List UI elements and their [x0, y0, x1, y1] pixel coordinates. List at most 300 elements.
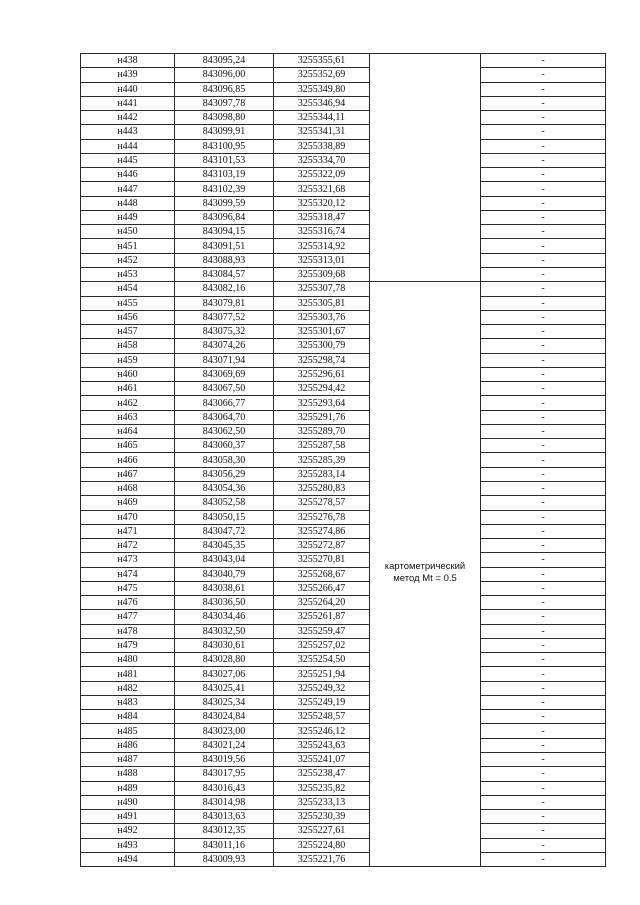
point-id-cell: н467: [81, 467, 175, 481]
precision-cell: -: [481, 153, 606, 167]
precision-cell: -: [481, 139, 606, 153]
table-row: [81, 510, 606, 524]
y-coordinate-cell: 3255320,12: [274, 196, 370, 210]
precision-cell: -: [481, 353, 606, 367]
precision-cell: -: [481, 553, 606, 567]
table-row: [81, 68, 606, 82]
point-id-cell: н448: [81, 196, 175, 210]
method-cell: [370, 681, 481, 695]
precision-cell: -: [481, 111, 606, 125]
precision-cell: -: [481, 824, 606, 838]
point-id-cell: н438: [81, 54, 175, 68]
y-coordinate-cell: 3255289,70: [274, 424, 370, 438]
point-id-cell: н474: [81, 567, 175, 581]
precision-cell: -: [481, 567, 606, 581]
precision-cell: -: [481, 382, 606, 396]
x-coordinate-cell: 843091,51: [175, 239, 274, 253]
table-row: [81, 54, 606, 68]
precision-cell: -: [481, 581, 606, 595]
point-id-cell: н485: [81, 724, 175, 738]
table-row: [81, 153, 606, 167]
y-coordinate-cell: 3255235,82: [274, 781, 370, 795]
method-cell: [370, 653, 481, 667]
x-coordinate-cell: 843027,06: [175, 667, 274, 681]
point-id-cell: н458: [81, 339, 175, 353]
point-id-cell: н487: [81, 753, 175, 767]
y-coordinate-cell: 3255316,74: [274, 225, 370, 239]
point-id-cell: н476: [81, 596, 175, 610]
table-row: [81, 253, 606, 267]
table-row: [81, 681, 606, 695]
y-coordinate-cell: 3255243,63: [274, 738, 370, 752]
table-row: [81, 267, 606, 281]
x-coordinate-cell: 843011,16: [175, 838, 274, 852]
coordinates-table-body: [81, 54, 606, 867]
point-id-cell: н454: [81, 282, 175, 296]
point-id-cell: н445: [81, 153, 175, 167]
point-id-cell: н478: [81, 624, 175, 638]
method-cell: [370, 453, 481, 467]
point-id-cell: н446: [81, 168, 175, 182]
x-coordinate-cell: 843045,35: [175, 539, 274, 553]
precision-cell: -: [481, 424, 606, 438]
method-label-line1: картометрический: [384, 561, 466, 573]
precision-cell: -: [481, 738, 606, 752]
point-id-cell: н469: [81, 496, 175, 510]
table-row: [81, 610, 606, 624]
method-cell: [370, 267, 481, 281]
y-coordinate-cell: 3255322,09: [274, 168, 370, 182]
precision-cell: -: [481, 596, 606, 610]
precision-cell: -: [481, 96, 606, 110]
method-cell: [370, 153, 481, 167]
point-id-cell: н481: [81, 667, 175, 681]
x-coordinate-cell: 843067,50: [175, 382, 274, 396]
y-coordinate-cell: 3255266,47: [274, 581, 370, 595]
method-cell: [370, 210, 481, 224]
y-coordinate-cell: 3255305,81: [274, 296, 370, 310]
precision-cell: -: [481, 267, 606, 281]
y-coordinate-cell: 3255233,13: [274, 795, 370, 809]
method-cell: [370, 325, 481, 339]
table-row: [81, 781, 606, 795]
y-coordinate-cell: 3255293,64: [274, 396, 370, 410]
method-cell: [370, 296, 481, 310]
table-row: [81, 296, 606, 310]
x-coordinate-cell: 843030,61: [175, 638, 274, 652]
point-id-cell: н464: [81, 424, 175, 438]
method-cell: [370, 824, 481, 838]
precision-cell: -: [481, 852, 606, 866]
precision-cell: -: [481, 781, 606, 795]
table-row: [81, 596, 606, 610]
x-coordinate-cell: 843009,93: [175, 852, 274, 866]
method-cell: [370, 852, 481, 866]
precision-cell: -: [481, 667, 606, 681]
precision-cell: -: [481, 296, 606, 310]
method-cell: [370, 125, 481, 139]
method-cell: [370, 139, 481, 153]
point-id-cell: н452: [81, 253, 175, 267]
table-row: [81, 424, 606, 438]
point-id-cell: н471: [81, 524, 175, 538]
table-row: [81, 182, 606, 196]
point-id-cell: н470: [81, 510, 175, 524]
method-cell: [370, 767, 481, 781]
precision-cell: -: [481, 367, 606, 381]
method-cell: [370, 496, 481, 510]
x-coordinate-cell: 843040,79: [175, 567, 274, 581]
method-cell: [370, 396, 481, 410]
precision-cell: -: [481, 54, 606, 68]
table-row: [81, 638, 606, 652]
x-coordinate-cell: 843101,53: [175, 153, 274, 167]
method-cell: [370, 424, 481, 438]
y-coordinate-cell: 3255259,47: [274, 624, 370, 638]
x-coordinate-cell: 843056,29: [175, 467, 274, 481]
precision-cell: -: [481, 339, 606, 353]
x-coordinate-cell: 843050,15: [175, 510, 274, 524]
precision-cell: -: [481, 724, 606, 738]
precision-cell: -: [481, 196, 606, 210]
table-row: [81, 239, 606, 253]
method-cell: [370, 253, 481, 267]
point-id-cell: н444: [81, 139, 175, 153]
y-coordinate-cell: 3255346,94: [274, 96, 370, 110]
precision-cell: -: [481, 310, 606, 324]
method-cell: [370, 96, 481, 110]
table-row: [81, 724, 606, 738]
point-id-cell: н447: [81, 182, 175, 196]
point-id-cell: н472: [81, 539, 175, 553]
point-id-cell: н443: [81, 125, 175, 139]
point-id-cell: н477: [81, 610, 175, 624]
x-coordinate-cell: 843095,24: [175, 54, 274, 68]
x-coordinate-cell: 843023,00: [175, 724, 274, 738]
x-coordinate-cell: 843054,36: [175, 481, 274, 495]
table-row: [81, 710, 606, 724]
method-cell: [370, 68, 481, 82]
method-cell: [370, 738, 481, 752]
x-coordinate-cell: 843025,41: [175, 681, 274, 695]
precision-cell: -: [481, 182, 606, 196]
precision-cell: -: [481, 710, 606, 724]
point-id-cell: н453: [81, 267, 175, 281]
x-coordinate-cell: 843052,58: [175, 496, 274, 510]
y-coordinate-cell: 3255307,78: [274, 282, 370, 296]
x-coordinate-cell: 843096,84: [175, 210, 274, 224]
table-row: [81, 139, 606, 153]
table-row: [81, 810, 606, 824]
point-id-cell: н441: [81, 96, 175, 110]
table-row: [81, 367, 606, 381]
y-coordinate-cell: 3255300,79: [274, 339, 370, 353]
precision-cell: -: [481, 282, 606, 296]
point-id-cell: н493: [81, 838, 175, 852]
table-row: [81, 738, 606, 752]
x-coordinate-cell: 843100,95: [175, 139, 274, 153]
point-id-cell: н475: [81, 581, 175, 595]
x-coordinate-cell: 843060,37: [175, 439, 274, 453]
table-row: [81, 111, 606, 125]
method-cell: [370, 810, 481, 824]
point-id-cell: н461: [81, 382, 175, 396]
x-coordinate-cell: 843094,15: [175, 225, 274, 239]
x-coordinate-cell: 843016,43: [175, 781, 274, 795]
table-row: [81, 396, 606, 410]
x-coordinate-cell: 843077,52: [175, 310, 274, 324]
point-id-cell: н466: [81, 453, 175, 467]
y-coordinate-cell: 3255270,81: [274, 553, 370, 567]
x-coordinate-cell: 843025,34: [175, 695, 274, 709]
y-coordinate-cell: 3255341,31: [274, 125, 370, 139]
table-row: [81, 838, 606, 852]
method-cell: [370, 596, 481, 610]
table-row: [81, 282, 606, 296]
y-coordinate-cell: 3255230,39: [274, 810, 370, 824]
table-row: [81, 767, 606, 781]
y-coordinate-cell: 3255248,57: [274, 710, 370, 724]
precision-cell: -: [481, 638, 606, 652]
point-id-cell: н440: [81, 82, 175, 96]
table-row: [81, 481, 606, 495]
point-id-cell: н486: [81, 738, 175, 752]
point-id-cell: н492: [81, 824, 175, 838]
y-coordinate-cell: 3255276,78: [274, 510, 370, 524]
precision-cell: -: [481, 453, 606, 467]
table-row: [81, 410, 606, 424]
precision-cell: -: [481, 838, 606, 852]
precision-cell: -: [481, 396, 606, 410]
precision-cell: -: [481, 225, 606, 239]
y-coordinate-cell: 3255249,19: [274, 695, 370, 709]
point-id-cell: н488: [81, 767, 175, 781]
method-cell: [370, 467, 481, 481]
precision-cell: -: [481, 767, 606, 781]
method-cell: [370, 539, 481, 553]
y-coordinate-cell: 3255355,61: [274, 54, 370, 68]
precision-cell: -: [481, 496, 606, 510]
x-coordinate-cell: 843012,35: [175, 824, 274, 838]
y-coordinate-cell: 3255301,67: [274, 325, 370, 339]
x-coordinate-cell: 843088,93: [175, 253, 274, 267]
precision-cell: -: [481, 239, 606, 253]
y-coordinate-cell: 3255352,69: [274, 68, 370, 82]
method-cell: [370, 353, 481, 367]
method-cell: [370, 753, 481, 767]
point-id-cell: н465: [81, 439, 175, 453]
y-coordinate-cell: 3255224,80: [274, 838, 370, 852]
table-row: [81, 225, 606, 239]
x-coordinate-cell: 843084,57: [175, 267, 274, 281]
y-coordinate-cell: 3255294,42: [274, 382, 370, 396]
method-cell: [370, 82, 481, 96]
x-coordinate-cell: 843064,70: [175, 410, 274, 424]
x-coordinate-cell: 843062,50: [175, 424, 274, 438]
table-row: [81, 382, 606, 396]
point-id-cell: н450: [81, 225, 175, 239]
y-coordinate-cell: 3255257,02: [274, 638, 370, 652]
point-id-cell: н457: [81, 325, 175, 339]
method-cell: [370, 795, 481, 809]
y-coordinate-cell: 3255272,87: [274, 539, 370, 553]
x-coordinate-cell: 843034,46: [175, 610, 274, 624]
y-coordinate-cell: 3255246,12: [274, 724, 370, 738]
precision-cell: -: [481, 125, 606, 139]
point-id-cell: н451: [81, 239, 175, 253]
x-coordinate-cell: 843097,78: [175, 96, 274, 110]
point-id-cell: н459: [81, 353, 175, 367]
table-row: [81, 325, 606, 339]
method-cell: [370, 624, 481, 638]
point-id-cell: н489: [81, 781, 175, 795]
table-row: [81, 795, 606, 809]
x-coordinate-cell: 843032,50: [175, 624, 274, 638]
point-id-cell: н460: [81, 367, 175, 381]
precision-cell: -: [481, 539, 606, 553]
x-coordinate-cell: 843014,98: [175, 795, 274, 809]
precision-cell: -: [481, 681, 606, 695]
y-coordinate-cell: 3255238,47: [274, 767, 370, 781]
y-coordinate-cell: 3255338,89: [274, 139, 370, 153]
y-coordinate-cell: 3255287,58: [274, 439, 370, 453]
precision-cell: -: [481, 210, 606, 224]
method-cell: [370, 838, 481, 852]
table-row: [81, 496, 606, 510]
method-cell: [370, 667, 481, 681]
method-cell: [370, 610, 481, 624]
x-coordinate-cell: 843102,39: [175, 182, 274, 196]
x-coordinate-cell: 843074,26: [175, 339, 274, 353]
method-cell: [370, 367, 481, 381]
x-coordinate-cell: 843019,56: [175, 753, 274, 767]
point-id-cell: н482: [81, 681, 175, 695]
table-row: [81, 539, 606, 553]
table-row: [81, 339, 606, 353]
method-cell: [370, 382, 481, 396]
table-row: [81, 439, 606, 453]
x-coordinate-cell: 843103,19: [175, 168, 274, 182]
method-cell: [370, 524, 481, 538]
y-coordinate-cell: 3255303,76: [274, 310, 370, 324]
y-coordinate-cell: 3255268,67: [274, 567, 370, 581]
method-cell: [370, 724, 481, 738]
method-cell: [370, 54, 481, 68]
precision-cell: -: [481, 168, 606, 182]
x-coordinate-cell: 843058,30: [175, 453, 274, 467]
precision-cell: -: [481, 325, 606, 339]
method-label-line2: метод Mt = 0.5: [393, 573, 457, 585]
table-row: [81, 624, 606, 638]
y-coordinate-cell: 3255349,80: [274, 82, 370, 96]
x-coordinate-cell: 843021,24: [175, 738, 274, 752]
method-cell: [370, 339, 481, 353]
method-cell: [370, 239, 481, 253]
x-coordinate-cell: 843098,80: [175, 111, 274, 125]
x-coordinate-cell: 843099,91: [175, 125, 274, 139]
y-coordinate-cell: 3255309,68: [274, 267, 370, 281]
x-coordinate-cell: 843028,80: [175, 653, 274, 667]
y-coordinate-cell: 3255283,14: [274, 467, 370, 481]
table-row: [81, 524, 606, 538]
point-id-cell: н462: [81, 396, 175, 410]
x-coordinate-cell: 843038,61: [175, 581, 274, 595]
point-id-cell: н455: [81, 296, 175, 310]
method-cell: [370, 111, 481, 125]
y-coordinate-cell: 3255318,47: [274, 210, 370, 224]
point-id-cell: н439: [81, 68, 175, 82]
point-id-cell: н473: [81, 553, 175, 567]
y-coordinate-cell: 3255313,01: [274, 253, 370, 267]
table-row: [81, 196, 606, 210]
point-id-cell: н463: [81, 410, 175, 424]
table-row: [81, 353, 606, 367]
table-row: [81, 581, 606, 595]
y-coordinate-cell: 3255291,76: [274, 410, 370, 424]
y-coordinate-cell: 3255278,57: [274, 496, 370, 510]
method-cell: [370, 781, 481, 795]
x-coordinate-cell: 843096,00: [175, 68, 274, 82]
point-id-cell: н479: [81, 638, 175, 652]
precision-cell: -: [481, 410, 606, 424]
y-coordinate-cell: 3255334,70: [274, 153, 370, 167]
precision-cell: -: [481, 653, 606, 667]
point-id-cell: н483: [81, 695, 175, 709]
y-coordinate-cell: 3255285,39: [274, 453, 370, 467]
x-coordinate-cell: 843075,32: [175, 325, 274, 339]
table-row: [81, 453, 606, 467]
y-coordinate-cell: 3255314,92: [274, 239, 370, 253]
y-coordinate-cell: 3255241,07: [274, 753, 370, 767]
precision-cell: -: [481, 524, 606, 538]
table-row: [81, 553, 606, 567]
table-row: [81, 667, 606, 681]
table-row: [81, 695, 606, 709]
precision-cell: -: [481, 68, 606, 82]
point-id-cell: н456: [81, 310, 175, 324]
x-coordinate-cell: 843079,81: [175, 296, 274, 310]
precision-cell: -: [481, 795, 606, 809]
precision-cell: -: [481, 610, 606, 624]
y-coordinate-cell: 3255344,11: [274, 111, 370, 125]
y-coordinate-cell: 3255321,68: [274, 182, 370, 196]
table-row: [81, 753, 606, 767]
x-coordinate-cell: 843013,63: [175, 810, 274, 824]
x-coordinate-cell: 843066,77: [175, 396, 274, 410]
method-cell: [370, 439, 481, 453]
method-cell: [370, 282, 481, 296]
method-cell: [370, 310, 481, 324]
table-row: [81, 824, 606, 838]
x-coordinate-cell: 843024,84: [175, 710, 274, 724]
table-row: [81, 96, 606, 110]
method-cell: [370, 710, 481, 724]
precision-cell: -: [481, 253, 606, 267]
method-cell: [370, 510, 481, 524]
method-cell: [370, 561, 481, 585]
table-row: [81, 210, 606, 224]
table-row: [81, 168, 606, 182]
x-coordinate-cell: 843043,04: [175, 553, 274, 567]
y-coordinate-cell: 3255264,20: [274, 596, 370, 610]
point-id-cell: н480: [81, 653, 175, 667]
precision-cell: -: [481, 82, 606, 96]
method-cell: [370, 695, 481, 709]
point-id-cell: н468: [81, 481, 175, 495]
x-coordinate-cell: 843017,95: [175, 767, 274, 781]
table-row: [81, 82, 606, 96]
y-coordinate-cell: 3255280,83: [274, 481, 370, 495]
